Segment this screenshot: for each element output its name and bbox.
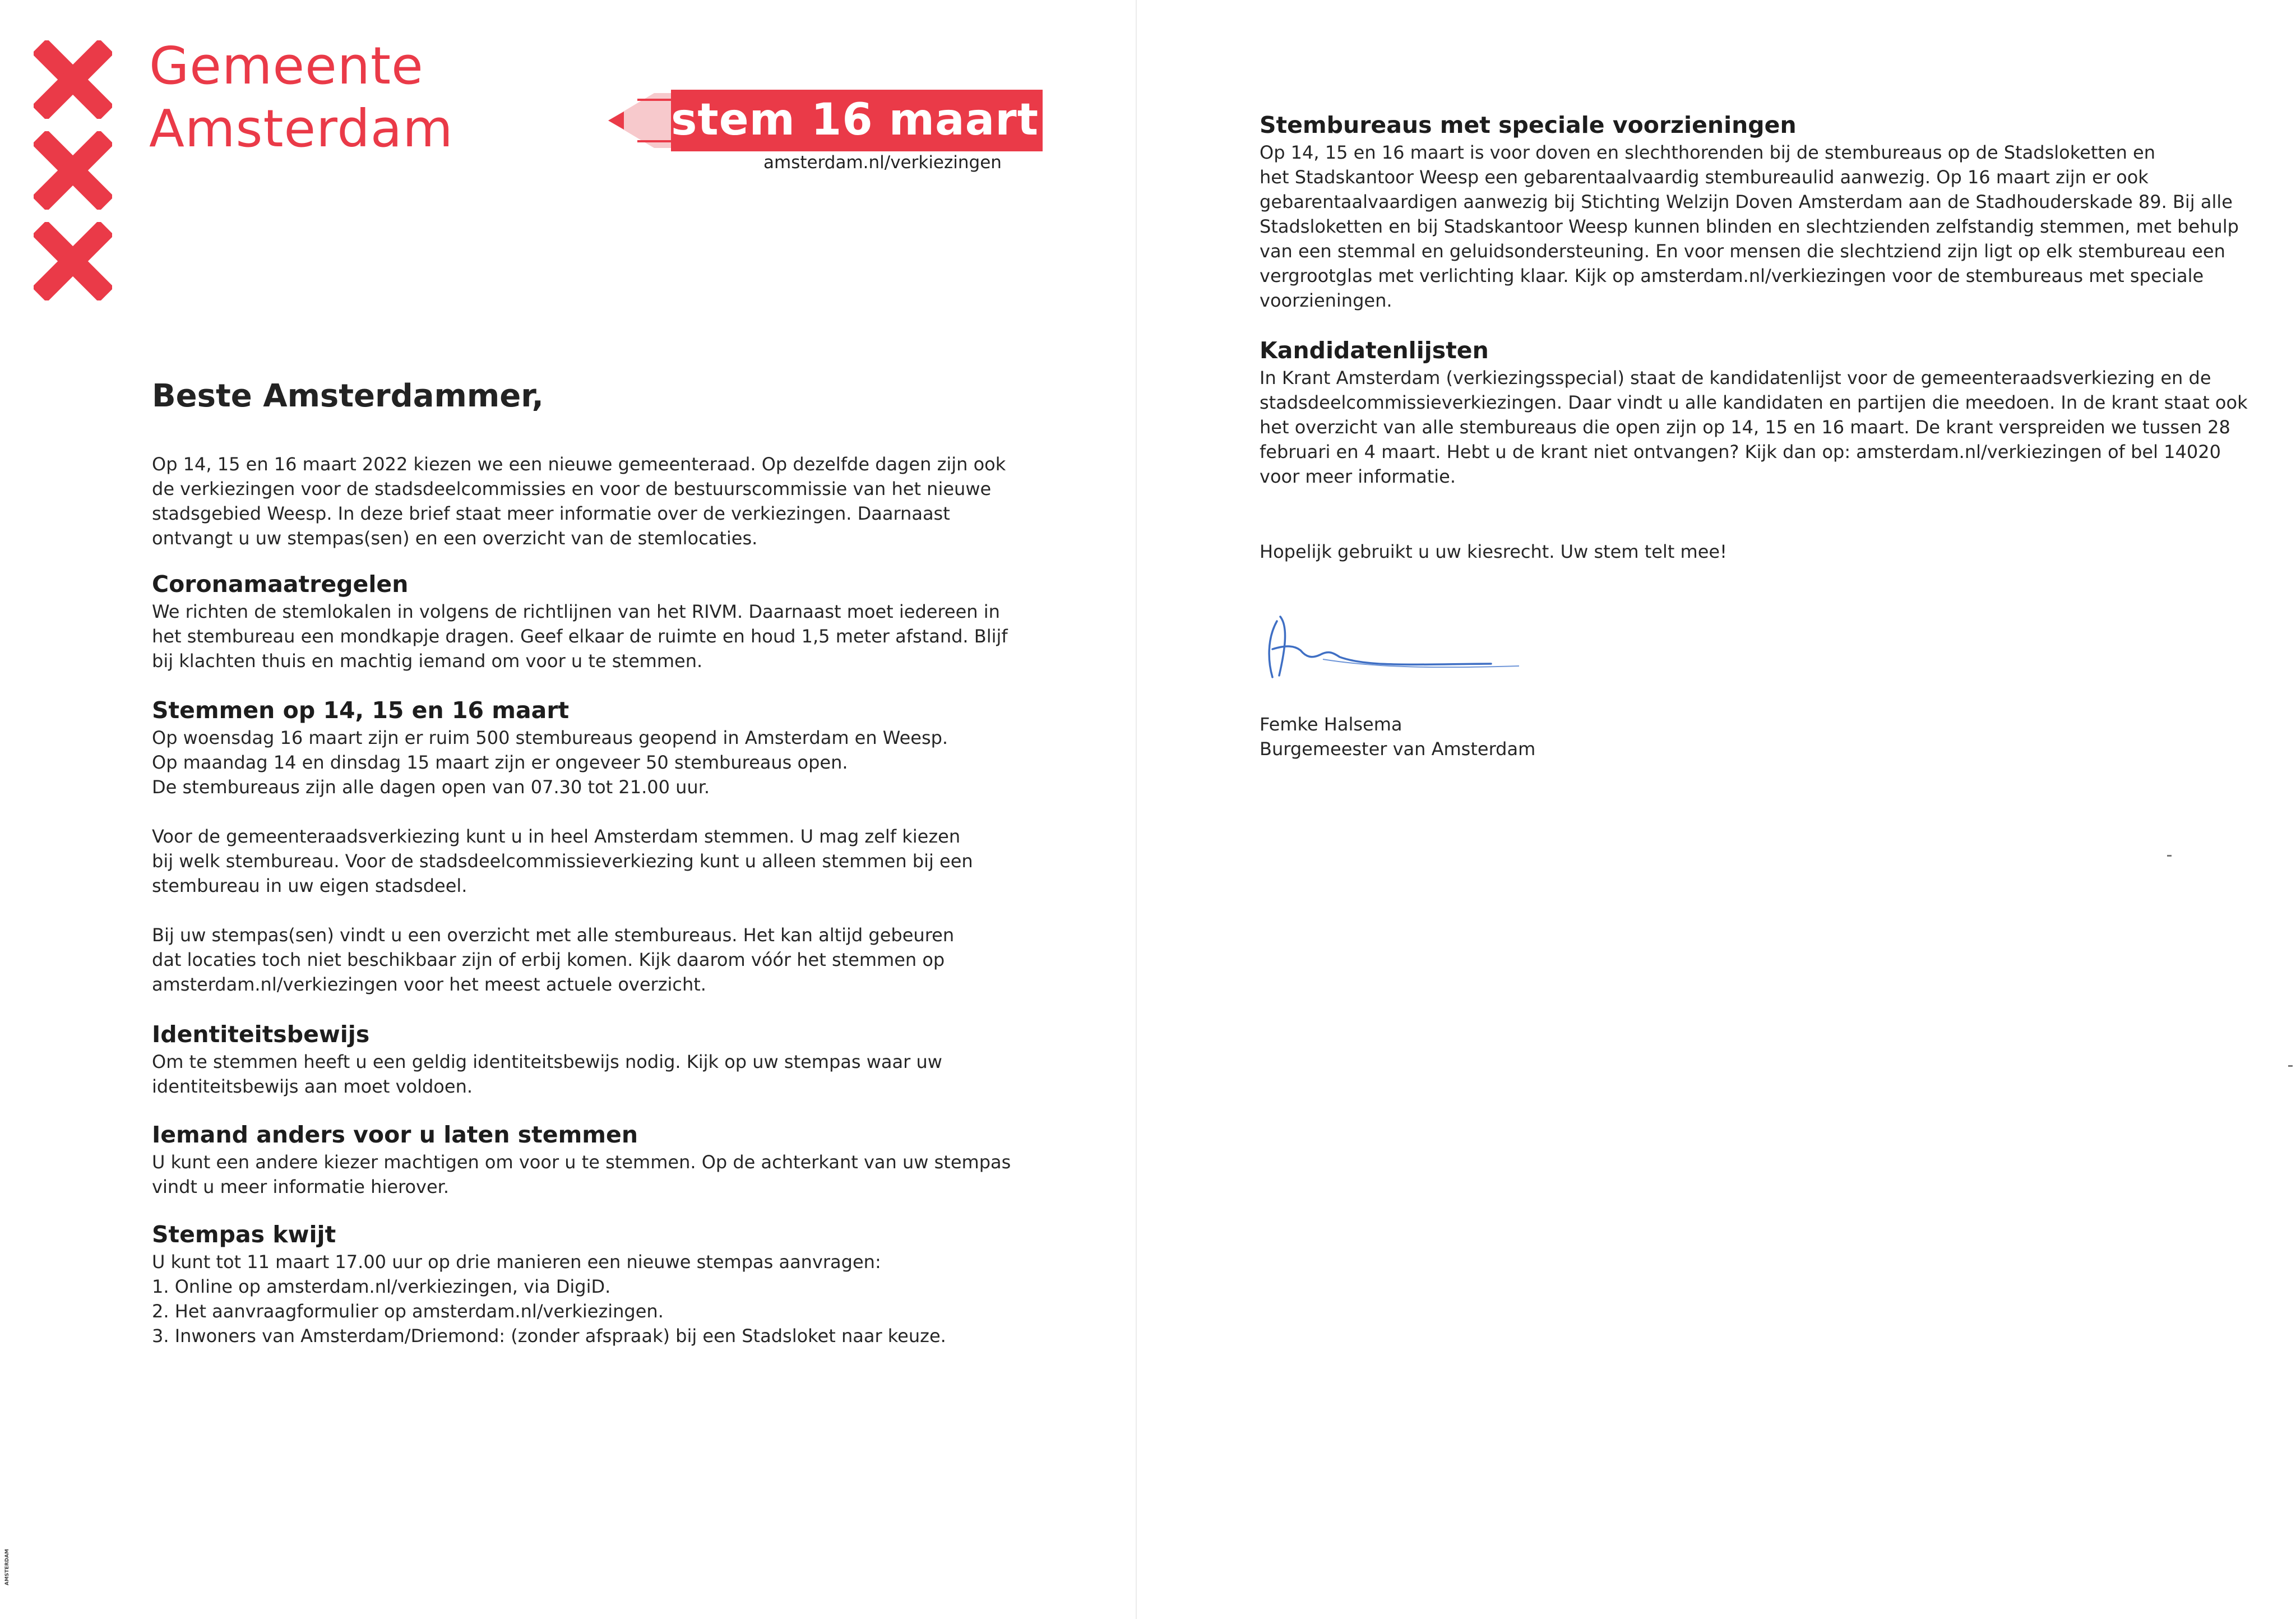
banner-url: amsterdam.nl/verkiezingen [763, 152, 1002, 173]
cross-icon [34, 222, 112, 300]
section-line: het Stadskantoor Weesp een gebarentaalvaardig stembureaulid aanwezig. Op 16 maart zijn er ook [1260, 166, 2149, 188]
stem-banner [608, 90, 1043, 151]
cross-icon [34, 131, 112, 210]
section-line: amsterdam.nl/verkiezingen voor het meest actuele overzicht. [152, 974, 706, 995]
letter-greeting: Beste Amsterdammer, [152, 378, 544, 414]
section-line: U kunt tot 11 maart 17.00 uur op drie manieren een nieuwe stempas aanvragen: [152, 1251, 881, 1273]
section-line: 2. Het aanvraagformulier op amsterdam.nl/verkiezingen. [152, 1301, 664, 1322]
signer-title: Burgemeester van Amsterdam [1260, 738, 1536, 760]
section-line: De stembureaus zijn alle dagen open van 07.30 tot 21.00 uur. [152, 776, 710, 798]
section-line: stadsdeelcommissieverkiezingen. Daar vindt u alle kandidaten en partijen die meedoen. In de krant staat ook [1260, 392, 2248, 413]
section-line: februari en 4 maart. Hebt u de krant niet ontvangen? Kijk dan op: amsterdam.nl/verkiezingen of bel 14020 [1260, 441, 2221, 462]
section-proxy [152, 1120, 1011, 1199]
section-line: Op 14, 15 en 16 maart is voor doven en slechthorenden bij de stembureaus op de Stadsloketten en [1260, 142, 2156, 163]
page-fold [1136, 0, 1137, 1619]
intro-paragraph [152, 452, 1006, 551]
section-lost-pass [152, 1219, 946, 1348]
section-line: vindt u meer informatie hierover. [152, 1176, 450, 1197]
section-line: het overzicht van alle stembureaus die open zijn op 14, 15 en 16 maart. De krant verspreiden we tussen 28 [1260, 417, 2230, 438]
section-heading: Kandidatenlijsten [1260, 337, 1489, 364]
section-line: stembureau in uw eigen stadsdeel. [152, 875, 467, 896]
section-line: Op woensdag 16 maart zijn er ruim 500 stembureaus geopend in Amsterdam en Weesp. [152, 727, 948, 748]
brand-line-1: Gemeente [149, 36, 424, 96]
section-line: voorzieningen. [1260, 290, 1392, 311]
brand-line-2: Amsterdam [149, 99, 453, 159]
section-line: We richten de stemlokalen in volgens de richtlijnen van het RIVM. Daarnaast moet iedereen in [152, 601, 1000, 622]
section-identity [152, 1019, 942, 1099]
section-heading: Stembureaus met speciale voorzieningen [1260, 112, 1797, 138]
section-line: bij klachten thuis en machtig iemand om voor u te stemmen. [152, 650, 703, 672]
section-heading: Iemand anders voor u laten stemmen [152, 1121, 638, 1148]
section-line: dat locaties toch niet beschikbaar zijn of erbij komen. Kijk daarom vóór het stemmen op [152, 949, 945, 970]
section-line: 1. Online op amsterdam.nl/verkiezingen, via DigiD. [152, 1276, 611, 1297]
intro-line: ontvangt u uw stempas(sen) en een overzicht van de stemlocaties. [152, 528, 758, 549]
intro-line: Op 14, 15 en 16 maart 2022 kiezen we een nieuwe gemeenteraad. Op dezelfde dagen zijn ook [152, 454, 1006, 475]
amsterdam-crosses-logo [34, 40, 118, 313]
section-line: van een stemmal en geluidsondersteuning. En voor mensen die slechtziend zijn ligt op elk stembureau een [1260, 240, 2225, 262]
section-line: identiteitsbewijs aan moet voldoen. [152, 1076, 473, 1097]
section-line: U kunt een andere kiezer machtigen om voor u te stemmen. Op de achterkant van uw stempas [152, 1151, 1011, 1173]
closing-text: Hopelijk gebruikt u uw kiesrecht. Uw stem telt mee! [1260, 541, 1727, 562]
section-heading: Identiteitsbewijs [152, 1021, 370, 1048]
section-line: vergrootglas met verlichting klaar. Kijk op amsterdam.nl/verkiezingen voor de stembureaus met speciale [1260, 265, 2204, 286]
intro-line: de verkiezingen voor de stadsdeelcommissies en voor de bestuurscommissie van het nieuwe [152, 478, 992, 499]
section-candidates [1260, 335, 2248, 489]
section-heading: Coronamaatregelen [152, 571, 409, 598]
section-line: Voor de gemeenteraadsverkiezing kunt u in heel Amsterdam stemmen. U mag zelf kiezen [152, 826, 961, 847]
intro-line: stadsgebied Weesp. In deze brief staat meer informatie over de verkiezingen. Daarnaast [152, 503, 950, 524]
brand-name [149, 35, 453, 160]
section-line: Bij uw stempas(sen) vindt u een overzicht met alle stembureaus. Het kan altijd gebeuren [152, 924, 955, 946]
section-voting [152, 695, 973, 997]
signature [1256, 605, 1525, 690]
section-corona [152, 569, 1008, 673]
section-line: voor meer informatie. [1260, 466, 1456, 487]
section-heading: Stemmen op 14, 15 en 16 maart [152, 697, 570, 724]
banner-label: stem 16 maart [671, 95, 1039, 145]
margin-mark-text: AMSTERDAM [4, 1548, 10, 1585]
fold-mark [2167, 855, 2172, 857]
section-line: gebarentaalvaardigen aanwezig bij Stichting Welzijn Doven Amsterdam aan de Stadhouderskade 89. Bij alle [1260, 191, 2233, 212]
margin-mark [3, 1536, 15, 1586]
closing-line [1260, 539, 1727, 564]
section-line: Op maandag 14 en dinsdag 15 maart zijn er ongeveer 50 stembureaus open. [152, 752, 848, 773]
signer-block [1260, 712, 1535, 761]
section-line: In Krant Amsterdam (verkiezingsspecial) staat de kandidatenlijst voor de gemeenteraadsverkiezing en de [1260, 367, 2211, 388]
section-line: bij welk stembureau. Voor de stadsdeelcommissieverkiezing kunt u alleen stemmen bij een [152, 850, 973, 872]
fold-mark [2288, 1065, 2293, 1067]
cross-icon [34, 40, 112, 119]
section-line: het stembureau een mondkapje dragen. Geef elkaar de ruimte en houd 1,5 meter afstand. Blijf [152, 626, 1008, 647]
section-line: 3. Inwoners van Amsterdam/Driemond: (zonder afspraak) bij een Stadsloket naar keuze. [152, 1325, 946, 1347]
section-heading: Stempas kwijt [152, 1221, 336, 1248]
section-line: Stadsloketten en bij Stadskantoor Weesp kunnen blinden en slechtzienden zelfstandig stemmen, met behulp [1260, 216, 2239, 237]
section-line: Om te stemmen heeft u een geldig identiteitsbewijs nodig. Kijk op uw stempas waar uw [152, 1051, 942, 1072]
section-special-facilities [1260, 110, 2239, 313]
signer-name: Femke Halsema [1260, 714, 1402, 735]
